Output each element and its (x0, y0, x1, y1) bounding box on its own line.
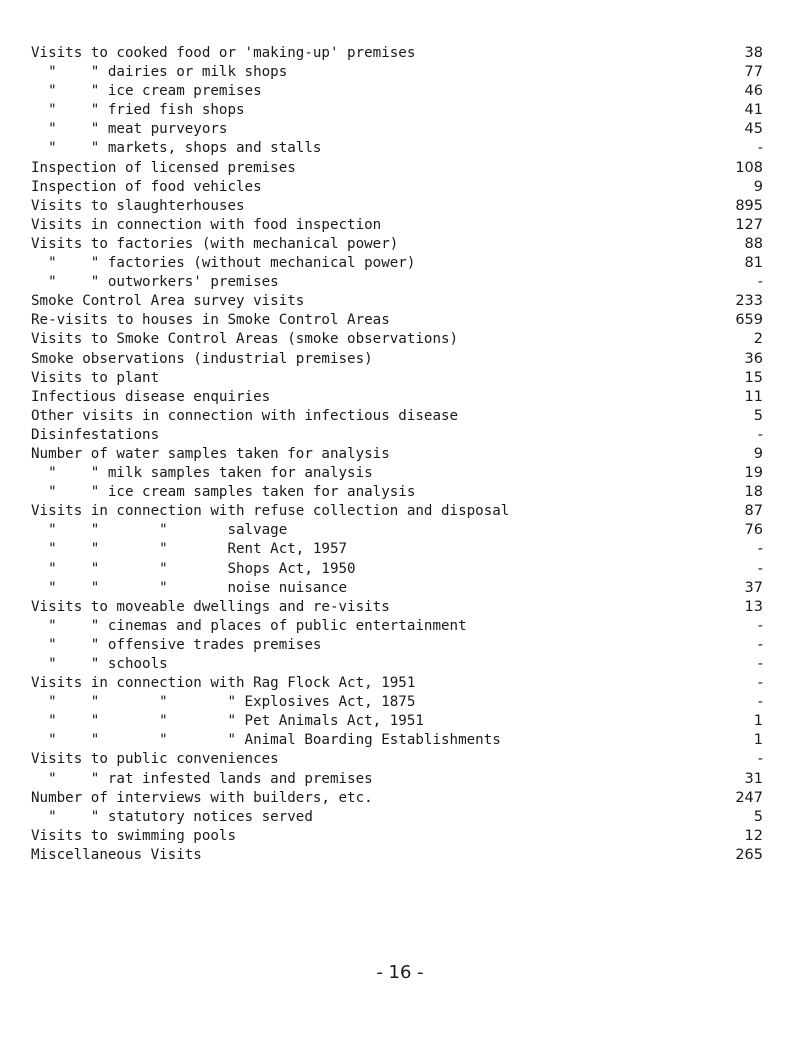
table-row (31, 139, 763, 158)
row-label: Re-visits to houses in Smoke Control Areas (31, 312, 390, 329)
table-row (31, 311, 763, 330)
row-label: Visits to swimming pools (31, 827, 236, 844)
row-value: 1 (753, 713, 763, 730)
row-value: 31 (744, 770, 763, 787)
table-row (31, 846, 763, 865)
table-row (31, 82, 763, 101)
row-value: 1 (753, 732, 763, 749)
table-row (31, 44, 763, 63)
table-row (31, 674, 763, 693)
table-row (31, 63, 763, 82)
row-label: Visits to plant (31, 369, 160, 386)
table-row (31, 579, 763, 598)
row-label: Visits to public conveniences (31, 751, 279, 768)
row-value: 12 (744, 827, 763, 844)
row-label: " " rat infested lands and premises (31, 770, 373, 787)
row-label: " " statutory notices served (31, 808, 313, 825)
table-row (31, 197, 763, 216)
row-value: 5 (753, 808, 763, 825)
row-label: Miscellaneous Visits (31, 846, 202, 863)
row-label: Number of water samples taken for analysis (31, 445, 390, 462)
row-value: 41 (744, 102, 763, 119)
row-value: 45 (744, 121, 763, 138)
row-value: 37 (744, 579, 763, 596)
row-value: 11 (744, 388, 763, 405)
table-row (31, 388, 763, 407)
row-value: 87 (744, 503, 763, 520)
row-value: 108 (735, 159, 763, 176)
row-label: Inspection of licensed premises (31, 159, 296, 176)
visits-table (31, 44, 763, 865)
row-label: " " dairies or milk shops (31, 64, 288, 81)
row-value: 76 (744, 522, 763, 539)
table-row (31, 445, 763, 464)
row-label: Disinfestations (31, 426, 160, 443)
row-label: " " milk samples taken for analysis (31, 465, 373, 482)
row-label: Visits in connection with food inspection (31, 216, 382, 233)
table-row (31, 407, 763, 426)
table-row (31, 350, 763, 369)
row-label: " " schools (31, 656, 168, 672)
row-value: - (757, 675, 763, 692)
row-label: " " " " Pet Animals Act, 1951 (31, 713, 424, 730)
row-value: 2 (753, 331, 763, 348)
row-value: - (757, 656, 763, 672)
row-label: " " ice cream premises (31, 83, 262, 100)
table-row (31, 292, 763, 311)
table-row (31, 254, 763, 273)
table-row (31, 502, 763, 521)
table-row (31, 464, 763, 483)
table-row (31, 731, 763, 750)
row-value: 19 (744, 465, 763, 482)
table-row (31, 598, 763, 617)
row-label: " " fried fish shops (31, 102, 245, 119)
table-row (31, 770, 763, 789)
table-row (31, 483, 763, 502)
table-row (31, 617, 763, 636)
row-value: - (757, 560, 763, 577)
row-value: 81 (744, 255, 763, 272)
page-number: - 16 - (376, 962, 424, 983)
row-value: 9 (753, 178, 763, 195)
row-value: 46 (744, 83, 763, 100)
table-row (31, 560, 763, 579)
row-label: " " cinemas and places of public entertainment (31, 617, 467, 634)
row-label: Visits to moveable dwellings and re-visits (31, 598, 390, 615)
row-label: " " " salvage (31, 522, 288, 539)
row-label: Smoke Control Area survey visits (31, 293, 305, 310)
row-value: 9 (753, 445, 763, 462)
row-value: 265 (735, 846, 763, 863)
table-row (31, 789, 763, 808)
row-value: - (757, 140, 763, 157)
row-value: 77 (744, 64, 763, 81)
table-row (31, 636, 763, 655)
row-value: 233 (735, 293, 763, 310)
row-value: 36 (744, 350, 763, 367)
table-row (31, 101, 763, 120)
table-row (31, 426, 763, 445)
row-label: Inspection of food vehicles (31, 178, 262, 195)
row-label: Smoke observations (industrial premises) (31, 350, 373, 367)
table-row (31, 521, 763, 540)
row-value: 88 (744, 235, 763, 252)
table-row (31, 159, 763, 178)
row-value: 127 (735, 216, 763, 233)
row-label: " " " Shops Act, 1950 (31, 560, 356, 577)
row-label: Infectious disease enquiries (31, 388, 271, 405)
table-row (31, 655, 763, 674)
row-value: 38 (744, 45, 763, 61)
row-value: - (757, 541, 763, 558)
table-row (31, 216, 763, 235)
row-value: - (757, 694, 763, 711)
row-value: 5 (753, 407, 763, 424)
row-value: 13 (744, 598, 763, 615)
row-label: Visits to slaughterhouses (31, 197, 245, 214)
row-value: - (757, 636, 763, 653)
row-value: 247 (735, 789, 763, 806)
row-label: " " " noise nuisance (31, 579, 348, 596)
row-label: Other visits in connection with infectious disease (31, 407, 459, 424)
row-label: Visits in connection with refuse collection and disposal (31, 503, 510, 520)
table-row (31, 540, 763, 559)
row-label: " " meat purveyors (31, 121, 228, 138)
row-label: " " " " Explosives Act, 1875 (31, 694, 416, 711)
table-row (31, 693, 763, 712)
row-label: " " offensive trades premises (31, 636, 322, 653)
row-value: - (757, 751, 763, 768)
row-value: 895 (735, 197, 763, 214)
table-row (31, 750, 763, 769)
table-row (31, 827, 763, 846)
row-label: Visits to factories (with mechanical power) (31, 235, 399, 252)
row-label: " " markets, shops and stalls (31, 140, 322, 157)
row-label: Visits to cooked food or 'making-up' premises (31, 45, 416, 61)
row-value: - (757, 274, 763, 291)
row-label: Visits to Smoke Control Areas (smoke observations) (31, 331, 459, 348)
table-row (31, 808, 763, 827)
row-value: 15 (744, 369, 763, 386)
table-row (31, 330, 763, 349)
table-row (31, 120, 763, 139)
table-row (31, 235, 763, 254)
row-label: Number of interviews with builders, etc. (31, 789, 373, 806)
table-row (31, 369, 763, 388)
row-label: " " outworkers' premises (31, 274, 279, 291)
row-value: - (757, 617, 763, 634)
row-label: " " " Rent Act, 1957 (31, 541, 348, 558)
row-value: - (757, 426, 763, 443)
row-label: " " " " Animal Boarding Establishments (31, 732, 501, 749)
row-label: " " ice cream samples taken for analysis (31, 484, 416, 501)
row-label: Visits in connection with Rag Flock Act, 1951 (31, 675, 416, 692)
table-row (31, 712, 763, 731)
row-value: 18 (744, 484, 763, 501)
row-label: " " factories (without mechanical power) (31, 255, 416, 272)
table-row (31, 273, 763, 292)
row-value: 659 (735, 312, 763, 329)
table-row (31, 178, 763, 197)
